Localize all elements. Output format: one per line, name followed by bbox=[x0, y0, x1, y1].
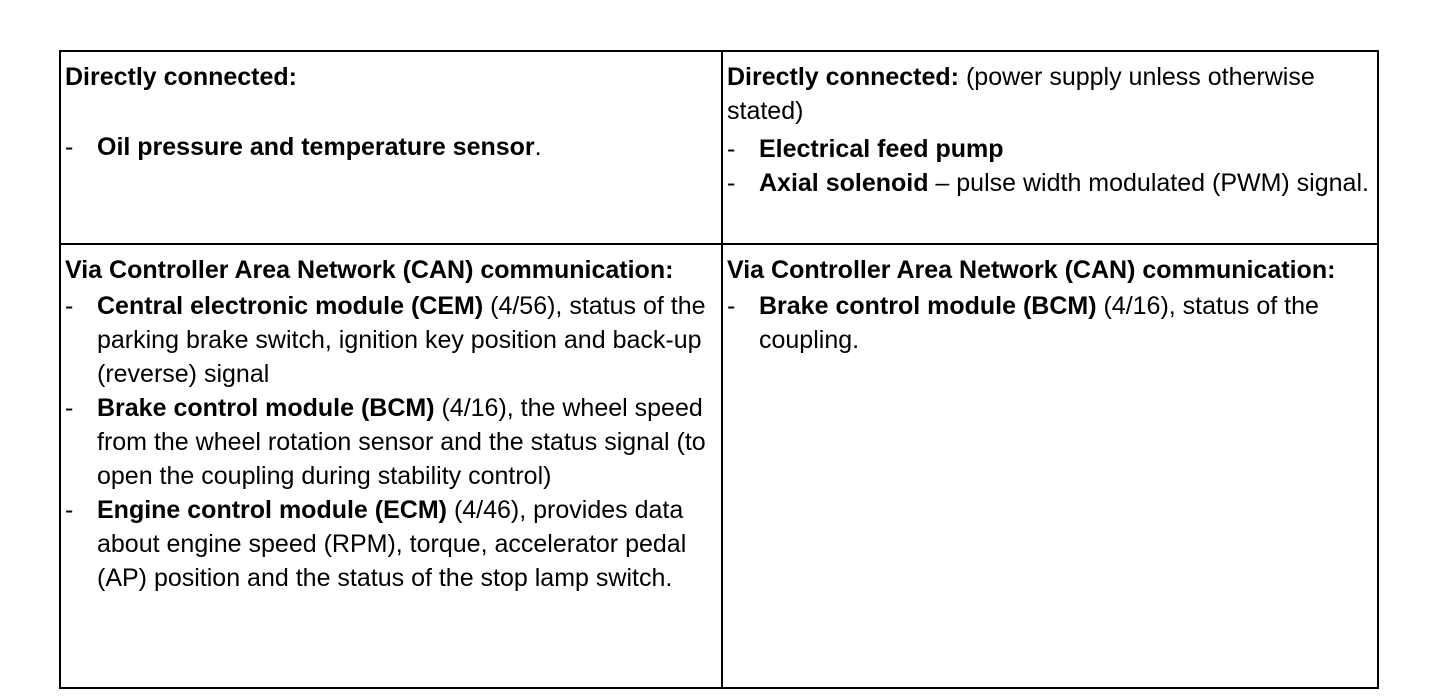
heading-suffix: (power supply unless otherwise stated) bbox=[727, 63, 1315, 125]
signal-list bbox=[727, 132, 1377, 200]
item-title: Central electronic module (CEM) bbox=[97, 292, 484, 320]
list-dash: - bbox=[727, 169, 736, 197]
list-dash: - bbox=[65, 496, 74, 524]
item-text: . bbox=[534, 133, 542, 161]
list-item bbox=[727, 289, 1377, 357]
item-title: Brake control module (BCM) bbox=[759, 292, 1097, 320]
list-item bbox=[65, 130, 721, 164]
list-dash: - bbox=[65, 394, 74, 422]
item-text: (4/16), status of the coupling. bbox=[759, 292, 1319, 354]
item-title: Axial solenoid bbox=[759, 169, 929, 197]
list-item bbox=[65, 493, 721, 595]
item-text: – pulse width modulated (PWM) signal. bbox=[928, 169, 1369, 197]
item-title: Brake control module (BCM) bbox=[97, 394, 435, 422]
list-item bbox=[65, 289, 721, 391]
cell-heading: Via Controller Area Network (CAN) communication: bbox=[727, 256, 1336, 284]
directly-connected-left-cell bbox=[60, 51, 722, 244]
heading-bold: Directly connected: bbox=[727, 63, 960, 91]
list-dash: - bbox=[727, 292, 736, 320]
item-title: Electrical feed pump bbox=[759, 135, 1004, 163]
directly-connected-right-cell bbox=[722, 51, 1378, 244]
item-text: (4/16), the wheel speed from the wheel rotation sensor and the status signal (to open the coupling during stability control) bbox=[97, 394, 706, 490]
signal-list bbox=[727, 289, 1377, 357]
list-dash: - bbox=[65, 292, 74, 320]
cell-heading bbox=[727, 60, 1377, 128]
table-row bbox=[60, 51, 1378, 244]
item-text: (4/56), status of the parking brake switch, ignition key position and back-up (reverse) signal bbox=[97, 292, 706, 388]
item-text: (4/46), provides data about engine speed (RPM), torque, accelerator pedal (AP) position and the status of the stop lamp switch. bbox=[97, 496, 687, 592]
can-communication-left-cell bbox=[60, 244, 722, 688]
list-item bbox=[65, 391, 721, 493]
list-item bbox=[727, 166, 1377, 200]
item-title: Oil pressure and temperature sensor bbox=[97, 133, 535, 161]
cell-heading: Directly connected: bbox=[65, 63, 298, 91]
table-row bbox=[60, 244, 1378, 688]
signals-table bbox=[59, 50, 1379, 689]
can-communication-right-cell bbox=[722, 244, 1378, 688]
list-dash: - bbox=[65, 133, 74, 161]
item-title: Engine control module (ECM) bbox=[97, 496, 447, 524]
list-dash: - bbox=[727, 135, 736, 163]
cell-heading: Via Controller Area Network (CAN) communication: bbox=[65, 256, 674, 284]
signal-list bbox=[65, 130, 721, 164]
signal-list bbox=[65, 289, 721, 595]
list-item bbox=[727, 132, 1377, 166]
